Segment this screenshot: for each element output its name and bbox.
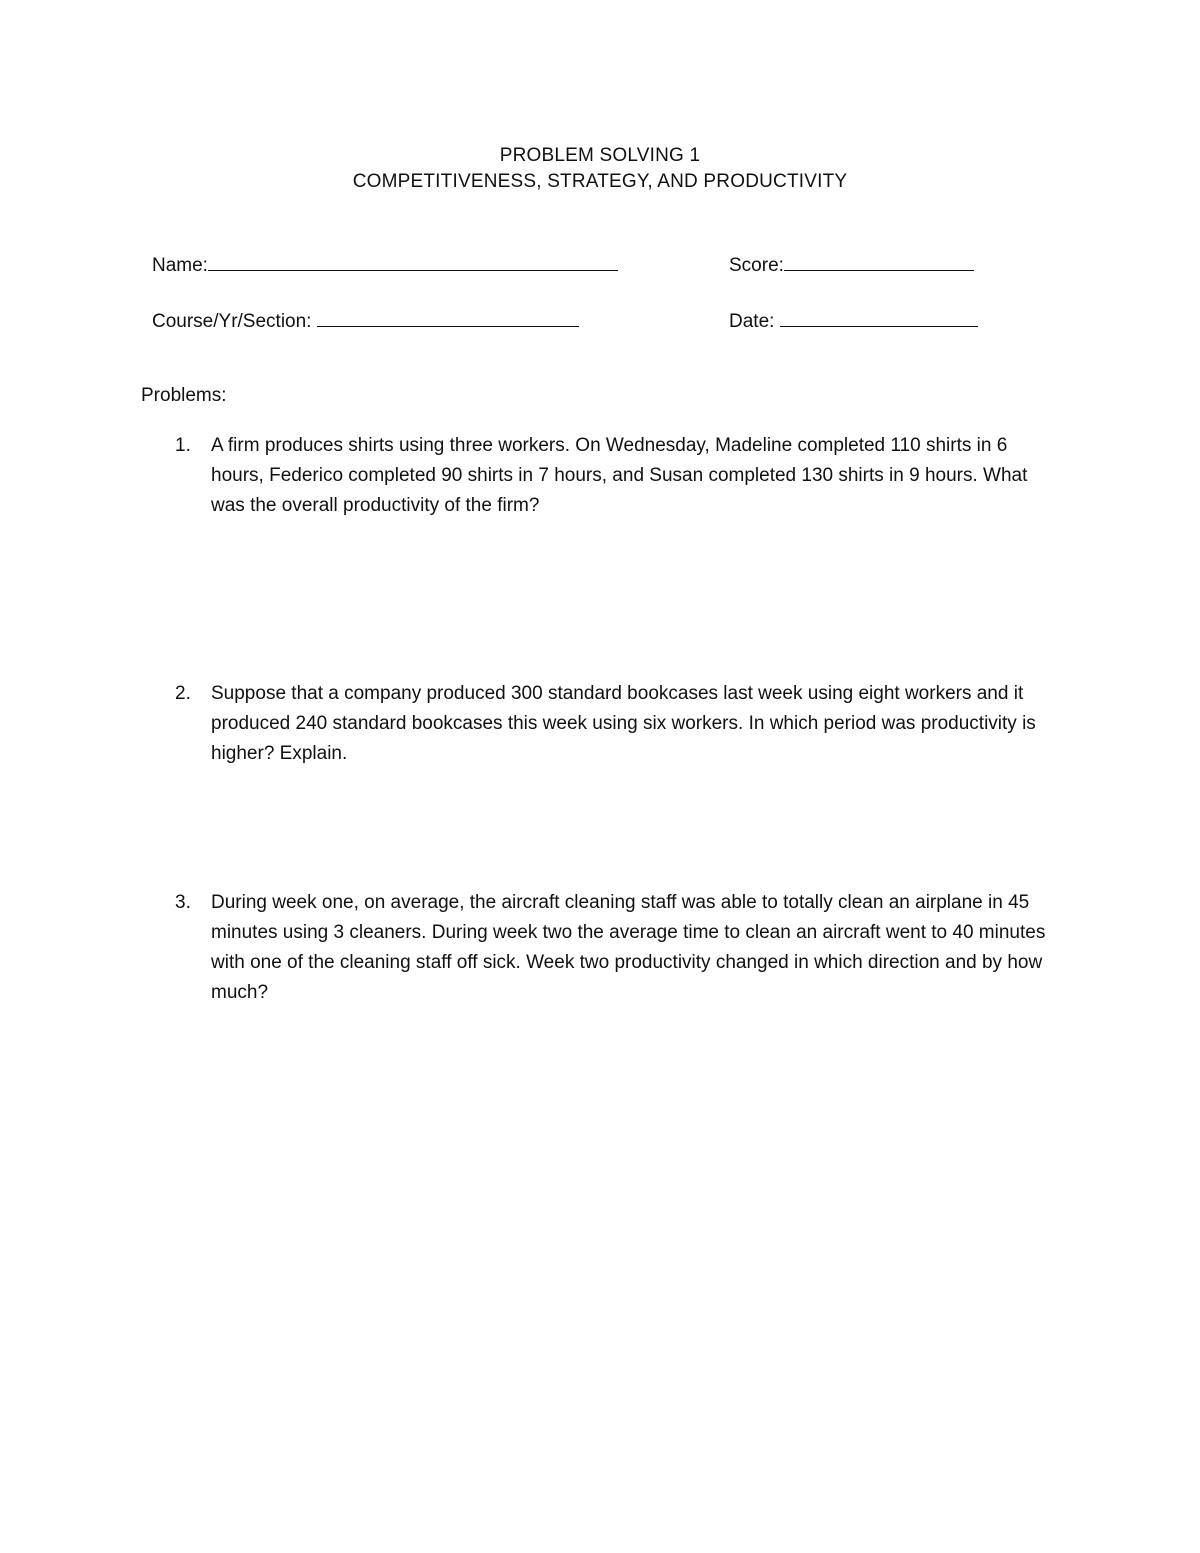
date-blank-line[interactable] [780,308,978,327]
course-field[interactable] [152,308,579,334]
score-label: Score: [729,255,784,276]
score-field[interactable] [729,252,974,278]
title-line-2: COMPETITIVENESS, STRATEGY, AND PRODUCTIVITY [352,171,848,192]
document-title [0,143,1200,195]
problem-item [175,679,1065,769]
title-line-1: PROBLEM SOLVING 1 [499,145,701,166]
problem-text: Suppose that a company produced 300 standard bookcases last week using eight workers and it produced 240 standard bookcases this week using six workers. In which period was productivity is higher? Explain. [211,683,1036,764]
problem-item [175,431,1065,521]
course-blank-line[interactable] [317,308,579,327]
score-blank-line[interactable] [784,252,974,271]
name-label: Name: [152,255,208,276]
course-label: Course/Yr/Section: [152,311,312,332]
date-label: Date: [729,311,775,332]
problem-number: 3. [175,892,191,913]
problem-number: 2. [175,683,191,704]
problem-item [175,888,1065,1008]
name-field[interactable] [152,252,618,278]
problem-text: A firm produces shirts using three workers. On Wednesday, Madeline completed 110 shirts in 6 hours, Federico completed 90 shirts in 7 hours, and Susan completed 130 shirts in 9 hours. What was the overall productivity of the firm? [211,435,1028,516]
date-field[interactable] [729,308,978,334]
name-blank-line[interactable] [208,252,618,271]
problem-number: 1. [175,435,191,456]
problems-heading: Problems: [141,385,227,406]
problem-text: During week one, on average, the aircraft cleaning staff was able to totally clean an airplane in 45 minutes using 3 cleaners. During week two the average time to clean an aircraft went to 40 minutes with one of the cleaning staff off sick. Week two productivity changed in which direction and by how much? [211,892,1046,1003]
